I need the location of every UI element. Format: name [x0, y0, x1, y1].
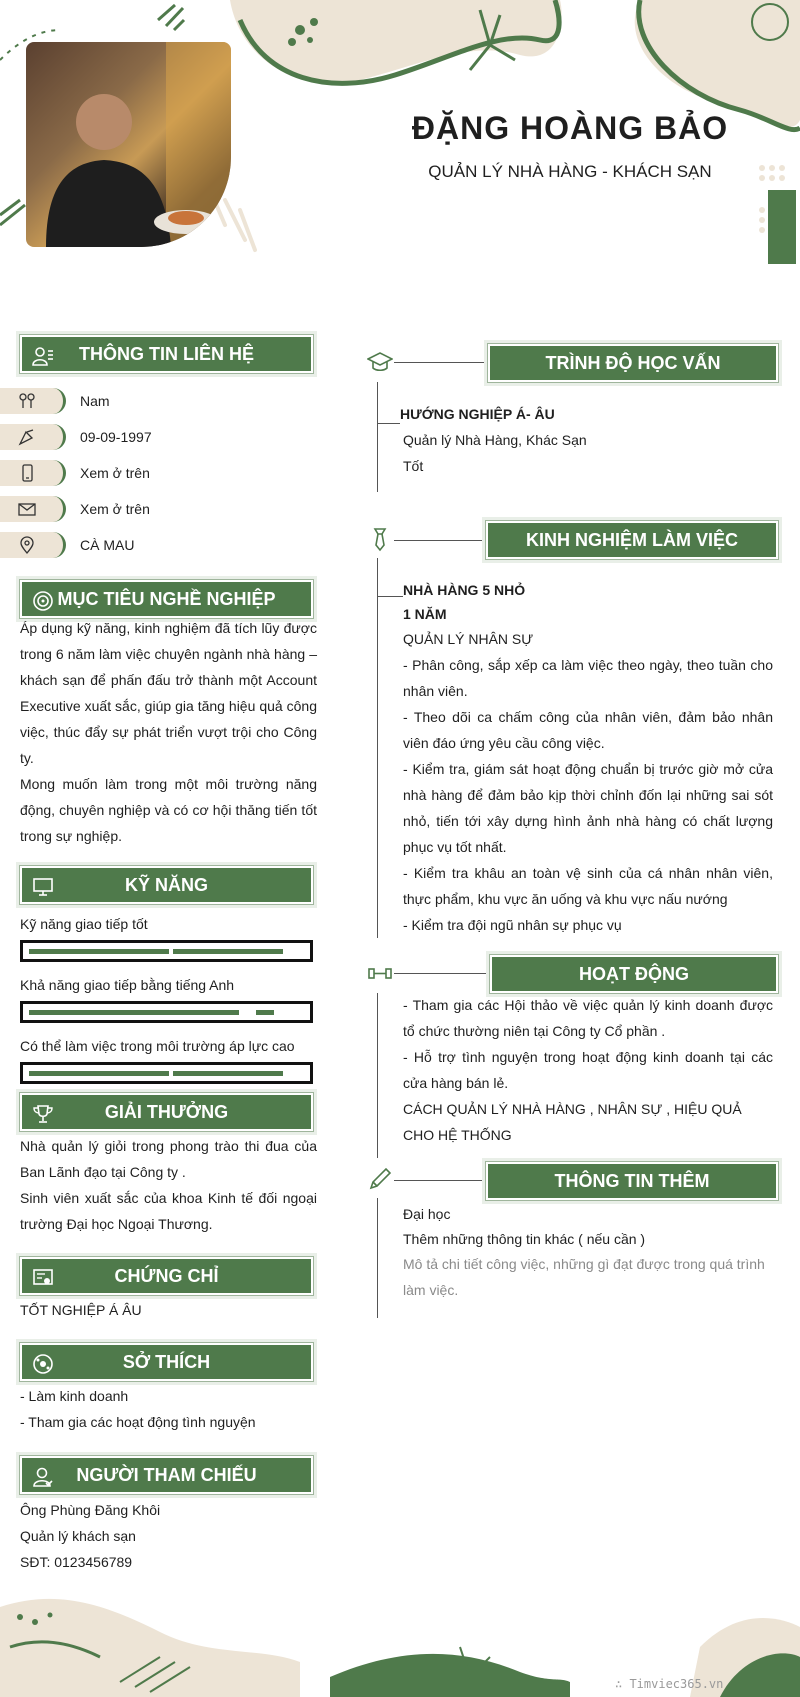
extra-item: Đại học: [403, 1206, 451, 1222]
references-heading: [20, 1456, 313, 1494]
skill-name: Kỹ năng giao tiếp tốt: [20, 916, 148, 932]
skill-name: Có thể làm việc trong môi trường áp lực cao: [20, 1038, 295, 1054]
skills-heading-text: KỸ NĂNG: [124, 874, 208, 895]
experience-duty: - Kiểm tra, giám sát hoạt động chuẩn bị trước giờ mở cửa nhà hàng để đảm bảo kịp thời chỉnh đốn lại những sai sót nhỏ, tiến tới xây dựng hình ảnh nhà hàng có chất lượng phục vụ tốt nhất.: [403, 761, 773, 855]
activities-heading-text: HOẠT ĐỘNG: [579, 963, 689, 984]
watermark-text: Timviec365.vn: [629, 1677, 724, 1691]
hobby-item: - Tham gia các hoạt động tình nguyện: [20, 1414, 256, 1430]
timeline-connector: [394, 1180, 486, 1181]
experience-duty: - Kiểm tra đội ngũ nhân sự phục vụ: [403, 917, 622, 933]
reference-phone: SĐT: 0123456789: [20, 1554, 133, 1570]
person-silhouette: [26, 42, 231, 247]
extra-item: Thêm những thông tin khác ( nếu cần ): [403, 1231, 646, 1247]
contact-email-value: Xem ở trên: [80, 501, 150, 517]
graduation-cap-icon: [367, 350, 393, 376]
contact-card-icon: [32, 345, 54, 367]
objective-paragraph-2: Mong muốn làm trong một môi trường năng động, chuyên nghiệp và có cơ hội thăng tiến tốt trong sự nghiệp.: [20, 776, 317, 844]
skill-bar: [20, 1001, 313, 1023]
objective-paragraph-1: Áp dụng kỹ năng, kinh nghiệm đã tích lũy được trong 6 năm làm việc chuyên ngành nhà hàng – khách sạn để phấn đấu trở thành một Account Executive xuất sắc, giúp gia tăng hiệu quả công việc, thúc đẩy sự phát triển vượt trội cho Công ty.: [20, 620, 317, 766]
experience-duty: - Theo dõi ca chấm công của nhân viên, đảm bảo nhân viên đáo ứng yêu cầu công việc.: [403, 709, 773, 751]
objective-heading: [20, 580, 313, 618]
experience-duty: - Kiểm tra khâu an toàn vệ sinh của cá nhân nhân viên, thực phẩm, khu vực ăn uống và khu vực nấu nướng: [403, 865, 773, 907]
experience-heading: [486, 521, 778, 559]
experience-duration: 1 NĂM: [403, 606, 447, 622]
education-heading: [488, 344, 778, 382]
contact-gender: [0, 388, 300, 414]
contact-birthday: [0, 424, 300, 450]
references-heading-text: NGƯỜI THAM CHIẾU: [76, 1464, 257, 1485]
location-icon: [18, 536, 36, 554]
timeline-line: [377, 993, 378, 1158]
timeline-line: [377, 382, 378, 492]
hobbies-heading-text: SỞ THÍCH: [122, 1351, 211, 1372]
contact-gender-value: Nam: [80, 393, 110, 409]
contact-birthday-value: 09-09-1997: [80, 429, 152, 445]
timeline-connector: [394, 540, 486, 541]
phone-icon: [18, 464, 36, 482]
dumbbell-icon: [367, 960, 393, 986]
necktie-icon: [367, 527, 393, 553]
experience-company: NHÀ HÀNG 5 NHỎ: [403, 582, 526, 598]
ball-icon: [32, 1353, 54, 1375]
watermark: ∴ Timviec365.vn: [615, 1677, 724, 1691]
timeline-connector: [378, 423, 400, 424]
pencil-icon: [367, 1166, 393, 1192]
monitor-icon: [32, 876, 54, 898]
contact-phone-value: Xem ở trên: [80, 465, 150, 481]
award-item: Nhà quản lý giỏi trong phong trào thi đua của Ban Lãnh đạo tại Công ty .: [20, 1138, 317, 1180]
activity-item: CÁCH QUẢN LÝ NHÀ HÀNG , NHÂN SỰ , HIỆU QUẢ CHO HỆ THỐNG: [403, 1101, 742, 1143]
reference-role: Quản lý khách sạn: [20, 1528, 136, 1544]
awards-heading-text: GIẢI THƯỞNG: [104, 1101, 229, 1122]
timeline-connector: [378, 596, 403, 597]
certificate-item: TỐT NGHIỆP Á ÂU: [20, 1302, 142, 1318]
certificate-icon: [32, 1267, 54, 1289]
candidate-name: ĐẶNG HOÀNG BẢO: [411, 110, 729, 146]
contact-email: [0, 496, 300, 522]
hobbies-heading: [20, 1343, 313, 1381]
extra-heading: [486, 1162, 778, 1200]
education-major: Quản lý Nhà Hàng, Khác Sạn: [403, 432, 587, 448]
contact-location-value: CÀ MAU: [80, 537, 135, 553]
timeline-line: [377, 1198, 378, 1318]
skill-bar: [20, 940, 313, 962]
contact-phone: [0, 460, 300, 486]
experience-duty: - Phân công, sắp xếp ca làm việc theo ngày, theo tuần cho nhân viên.: [403, 657, 773, 699]
education-heading-text: TRÌNH ĐỘ HỌC VẤN: [545, 352, 721, 373]
education-school: HƯỚNG NGHIỆP Á- ÂU: [400, 406, 555, 422]
award-item: Sinh viên xuất sắc của khoa Kinh tế đối ngoại trường Đại học Ngoại Thương.: [20, 1190, 317, 1232]
activity-item: - Hỗ trợ tình nguyện trong hoạt động kinh doanh tại các cửa hàng bán lẻ.: [403, 1049, 773, 1091]
certificates-heading: [20, 1257, 313, 1295]
objective-heading-text: MỤC TIÊU NGHỀ NGHIỆP: [57, 588, 276, 609]
skill-name: Khả năng giao tiếp bằng tiếng Anh: [20, 977, 235, 993]
skills-heading: [20, 866, 313, 904]
contact-location: [0, 532, 300, 558]
skill-bar: [20, 1062, 313, 1084]
hobby-item: - Làm kinh doanh: [20, 1388, 129, 1404]
experience-position: QUẢN LÝ NHÂN SỰ: [403, 631, 534, 647]
contact-heading: [20, 335, 313, 373]
experience-heading-text: KINH NGHIỆM LÀM VIỆC: [525, 529, 738, 550]
activities-heading: [490, 955, 778, 993]
gender-icon: [18, 392, 36, 410]
user-check-icon: [32, 1466, 54, 1488]
timeline-line: [377, 558, 378, 938]
timeline-connector: [394, 973, 490, 974]
reference-name: Ông Phùng Đăng Khôi: [20, 1502, 161, 1518]
awards-heading: [20, 1093, 313, 1131]
target-icon: [32, 590, 54, 612]
extra-description: Mô tả chi tiết công việc, những gì đạt được trong quá trình làm việc.: [403, 1256, 765, 1298]
contact-heading-text: THÔNG TIN LIÊN HỆ: [79, 343, 254, 364]
birthday-icon: [18, 428, 36, 446]
mail-icon: [18, 500, 36, 518]
job-title: QUẢN LÝ NHÀ HÀNG - KHÁCH SẠN: [428, 162, 712, 181]
certificates-heading-text: CHỨNG CHỈ: [114, 1265, 219, 1286]
trophy-icon: [32, 1103, 54, 1125]
timeline-connector: [394, 362, 488, 363]
profile-photo: [26, 42, 231, 247]
extra-heading-text: THÔNG TIN THÊM: [554, 1170, 710, 1191]
activity-item: - Tham gia các Hội thảo về việc quản lý kinh doanh được tổ chức thường niên tại Công ty Cổ phần .: [403, 997, 773, 1039]
education-grade: Tốt: [403, 458, 424, 474]
